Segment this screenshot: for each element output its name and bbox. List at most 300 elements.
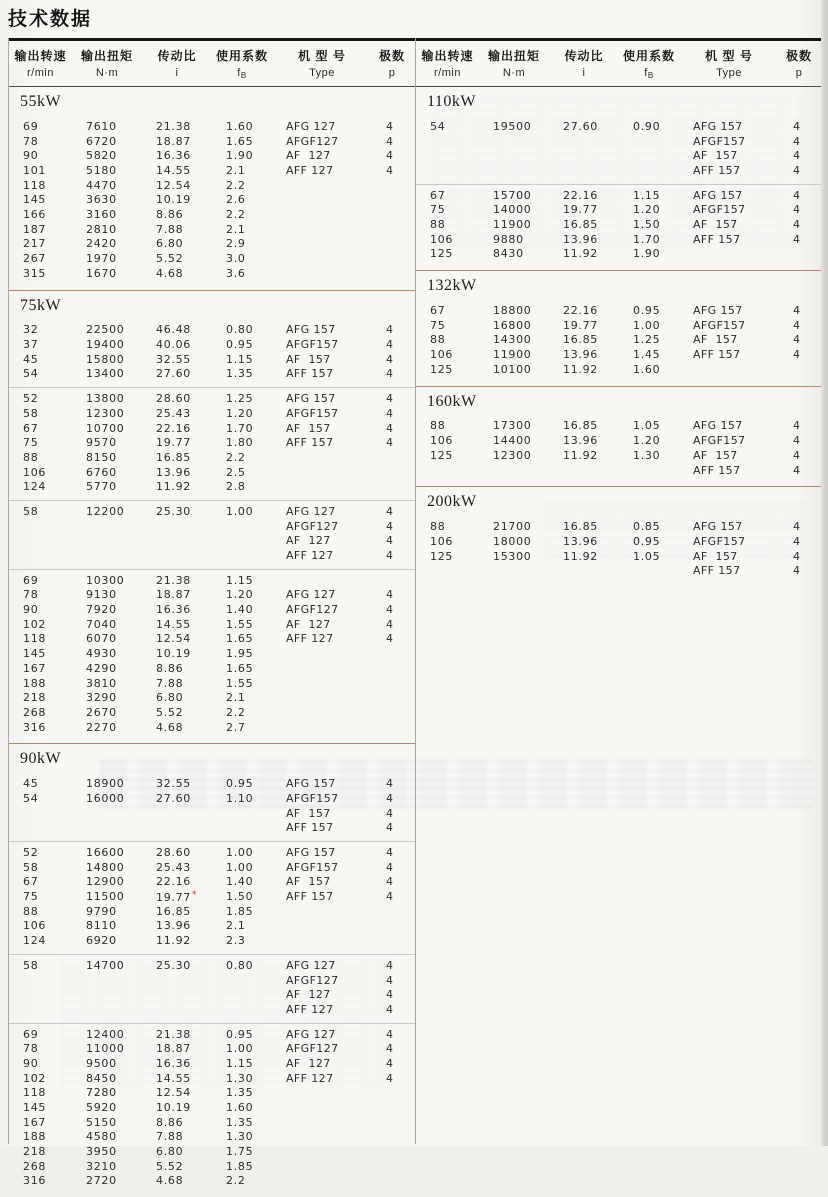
- cell-ratio: 21.38: [156, 1027, 191, 1041]
- table-row: [9, 720, 416, 735]
- cell-output-torque: 10300: [86, 573, 125, 587]
- power-section-132kW: [416, 270, 821, 385]
- power-section-55kW: [9, 87, 416, 290]
- header-unit-row: [416, 67, 821, 80]
- cell-type: AFF 157: [693, 348, 741, 362]
- cell-poles: 4: [793, 564, 801, 578]
- cell-type: AFGF157: [693, 203, 746, 217]
- cell-type: AF 127: [286, 617, 331, 631]
- spec-table-left: [8, 38, 416, 1188]
- cell-output-speed: 217: [23, 237, 47, 251]
- cell-poles: 4: [386, 149, 394, 163]
- table-row: [416, 163, 821, 178]
- cell-ratio: 19.77: [563, 318, 598, 332]
- column-unit: r/min: [27, 67, 54, 79]
- cell-service-factor: 1.00: [226, 860, 254, 874]
- cell-service-factor: 1.50: [226, 890, 254, 904]
- cell-service-factor: 1.20: [633, 203, 661, 217]
- cell-poles: 4: [793, 232, 801, 246]
- cell-output-torque: 6760: [86, 465, 117, 479]
- cell-service-factor: 1.70: [633, 232, 661, 246]
- cell-type: AF 127: [286, 149, 331, 163]
- cell-output-speed: 167: [23, 1115, 47, 1129]
- cell-service-factor: 1.60: [226, 1101, 254, 1115]
- cell-poles: 4: [386, 632, 394, 646]
- table-row: [9, 617, 416, 632]
- cell-output-speed: 78: [23, 588, 39, 602]
- rating-block: [9, 773, 416, 841]
- table-row: [9, 806, 416, 821]
- table-row: [416, 303, 821, 318]
- cell-output-torque: 15800: [86, 352, 125, 366]
- power-rating-label: 90kW: [20, 750, 62, 768]
- table-row: [9, 1159, 416, 1174]
- cell-output-torque: 2810: [86, 222, 117, 236]
- cell-ratio: 10.19: [156, 1101, 191, 1115]
- table-row: [9, 776, 416, 791]
- rating-block: [416, 300, 821, 382]
- table-row: [9, 406, 416, 421]
- column-unit: Type: [309, 67, 335, 79]
- cell-service-factor: 0.95: [226, 1027, 254, 1041]
- table-row: [9, 479, 416, 494]
- cell-output-torque: 6720: [86, 134, 117, 148]
- cell-output-speed: 58: [23, 406, 39, 420]
- table-row: [9, 323, 416, 338]
- cell-poles: 4: [793, 149, 801, 163]
- cell-poles: 4: [386, 1027, 394, 1041]
- table-row: [9, 646, 416, 661]
- cell-ratio: 18.87: [156, 134, 191, 148]
- cell-type: AFF 157: [693, 232, 741, 246]
- table-row: [9, 1002, 416, 1017]
- cell-ratio: 12.54: [156, 632, 191, 646]
- cell-output-torque: 4580: [86, 1130, 117, 1144]
- cell-type: AFG 157: [693, 119, 743, 133]
- cell-poles: 4: [386, 549, 394, 563]
- cell-service-factor: 1.85: [226, 904, 254, 918]
- cell-output-torque: 9570: [86, 436, 117, 450]
- cell-output-torque: 5180: [86, 163, 117, 177]
- table-row: [9, 1027, 416, 1042]
- cell-output-speed: 101: [23, 163, 47, 177]
- table-row: [9, 148, 416, 163]
- cell-service-factor: 1.60: [633, 362, 661, 376]
- cell-poles: 4: [386, 436, 394, 450]
- cell-output-speed: 75: [23, 436, 39, 450]
- cell-ratio: 10.19: [156, 647, 191, 661]
- cell-output-torque: 3210: [86, 1159, 117, 1173]
- cell-service-factor: 0.85: [633, 520, 661, 534]
- cell-poles: 4: [386, 973, 394, 987]
- cell-service-factor: 1.40: [226, 603, 254, 617]
- page-title: 技术数据: [8, 9, 93, 30]
- table-row: [416, 119, 821, 134]
- cell-ratio: 25.30: [156, 958, 191, 972]
- power-section-160kW: [416, 386, 821, 487]
- footnote-marker: *: [192, 889, 198, 900]
- column-label: 输出扭矩: [80, 49, 133, 63]
- cell-ratio: 28.60: [156, 846, 191, 860]
- cell-poles: 4: [386, 519, 394, 533]
- cell-poles: 4: [386, 603, 394, 617]
- table-row: [9, 987, 416, 1002]
- cell-ratio: 32.55: [156, 777, 191, 791]
- table-row: [9, 919, 416, 934]
- cell-ratio: 25.43: [156, 860, 191, 874]
- rating-block: [9, 841, 416, 954]
- column-unit: i: [175, 67, 179, 79]
- cell-type: AFF 127: [286, 1071, 334, 1085]
- cell-type: AFG 127: [286, 1027, 336, 1041]
- cell-type: AFF 157: [693, 463, 741, 477]
- cell-ratio: 16.85: [156, 904, 191, 918]
- cell-ratio: 18.87: [156, 588, 191, 602]
- table-row: [9, 548, 416, 563]
- cell-service-factor: 1.15: [226, 352, 254, 366]
- table-row: [9, 602, 416, 617]
- table-row: [9, 860, 416, 875]
- cell-ratio: 10.19: [156, 193, 191, 207]
- table-row: [9, 504, 416, 519]
- cell-type: AFGF157: [286, 338, 339, 352]
- table-row: [9, 534, 416, 549]
- column-unit: p: [388, 67, 396, 79]
- cell-poles: 4: [793, 520, 801, 534]
- cell-output-speed: 106: [23, 465, 47, 479]
- cell-ratio: 12.54: [156, 178, 191, 192]
- table-row: [9, 391, 416, 406]
- column-label: 使用系数: [215, 49, 268, 63]
- table-row: [416, 347, 821, 362]
- cell-output-torque: 2720: [86, 1174, 117, 1188]
- cell-type: AFF 127: [286, 1002, 334, 1016]
- cell-output-torque: 8430: [493, 247, 524, 261]
- cell-output-speed: 188: [23, 676, 47, 690]
- cell-type: AF 127: [286, 988, 331, 1002]
- cell-ratio: 14.55: [156, 1071, 191, 1085]
- cell-output-speed: 54: [23, 791, 39, 805]
- table-row: [416, 549, 821, 564]
- table-row: [416, 202, 821, 217]
- power-rating-label: 75kW: [20, 296, 62, 314]
- rating-block: [416, 184, 821, 267]
- column-unit: p: [795, 67, 803, 79]
- cell-type: AFGF157: [693, 434, 746, 448]
- cell-output-speed: 106: [430, 534, 454, 548]
- cell-output-speed: 88: [430, 217, 446, 231]
- column-label: 输出扭矩: [487, 49, 540, 63]
- cell-output-speed: 124: [23, 480, 47, 494]
- power-section-90kW: [9, 743, 416, 1197]
- cell-output-speed: 145: [23, 647, 47, 661]
- cell-output-torque: 18800: [493, 304, 532, 318]
- cell-service-factor: 1.20: [226, 588, 254, 602]
- cell-service-factor: 0.80: [226, 958, 254, 972]
- header-unit-row: [9, 67, 416, 80]
- cell-output-torque: 5920: [86, 1101, 117, 1115]
- column-unit: $f_B$: [237, 67, 247, 80]
- table-row: [9, 1041, 416, 1056]
- table-row: [9, 266, 416, 281]
- cell-output-speed: 268: [23, 1159, 47, 1173]
- cell-service-factor: 0.90: [633, 119, 661, 133]
- cell-ratio: 13.96: [156, 465, 191, 479]
- cell-type: AFF 157: [286, 890, 334, 904]
- cell-service-factor: 1.55: [226, 617, 254, 631]
- rating-block: [9, 500, 416, 569]
- cell-output-speed: 102: [23, 617, 47, 631]
- cell-output-speed: 88: [430, 333, 446, 347]
- cell-service-factor: 2.1: [226, 163, 246, 177]
- cell-poles: 4: [386, 392, 394, 406]
- column-unit: i: [582, 67, 586, 79]
- cell-ratio: 12.54: [156, 1086, 191, 1100]
- cell-output-speed: 88: [23, 450, 39, 464]
- cell-output-torque: 6920: [86, 934, 117, 948]
- cell-type: AF 157: [286, 352, 331, 366]
- cell-service-factor: 1.35: [226, 367, 254, 381]
- cell-ratio: 25.43: [156, 406, 191, 420]
- cell-ratio: 11.92: [156, 480, 191, 494]
- cell-type: AFG 127: [286, 588, 336, 602]
- table-row: [9, 821, 416, 836]
- cell-service-factor: 1.05: [633, 419, 661, 433]
- cell-ratio: 16.36: [156, 1056, 191, 1070]
- cell-poles: 4: [386, 988, 394, 1002]
- cell-output-speed: 218: [23, 1145, 47, 1159]
- cell-ratio: 7.88: [156, 1130, 184, 1144]
- column-unit: r/min: [434, 67, 461, 79]
- cell-type: AFGF157: [286, 860, 339, 874]
- cell-ratio: 22.16: [156, 875, 191, 889]
- table-row: [416, 419, 821, 434]
- column-unit: Type: [716, 67, 742, 79]
- cell-output-torque: 5770: [86, 480, 117, 494]
- cell-ratio: 21.38: [156, 573, 191, 587]
- cell-ratio: 4.68: [156, 266, 184, 280]
- table-row: [9, 1100, 416, 1115]
- cell-poles: 4: [386, 821, 394, 835]
- cell-service-factor: 0.95: [633, 534, 661, 548]
- spec-table-right: [415, 38, 822, 1144]
- column-label: 极数: [785, 49, 812, 63]
- cell-output-torque: 10700: [86, 421, 125, 435]
- cell-poles: 4: [386, 588, 394, 602]
- column-label: 输出转速: [14, 49, 67, 63]
- cell-ratio: 19.77: [563, 203, 598, 217]
- cell-poles: 4: [793, 318, 801, 332]
- cell-service-factor: 2.3: [226, 934, 246, 948]
- cell-ratio: 6.80: [156, 691, 184, 705]
- cell-service-factor: 1.15: [633, 188, 661, 202]
- cell-output-speed: 267: [23, 252, 47, 266]
- cell-poles: 4: [793, 333, 801, 347]
- table-row: [9, 588, 416, 603]
- cell-poles: 4: [793, 119, 801, 133]
- cell-output-speed: 54: [23, 367, 39, 381]
- cell-service-factor: 1.40: [226, 875, 254, 889]
- cell-ratio: 19.77: [156, 436, 191, 450]
- cell-output-speed: 58: [23, 504, 39, 518]
- cell-output-torque: 3160: [86, 207, 117, 221]
- column-unit: N·m: [95, 67, 119, 79]
- cell-ratio: 14.55: [156, 617, 191, 631]
- table-row: [9, 573, 416, 588]
- cell-service-factor: 2.2: [226, 450, 246, 464]
- column-label: 使用系数: [622, 49, 675, 63]
- cell-type: AFGF127: [286, 973, 339, 987]
- cell-output-torque: 12300: [493, 448, 532, 462]
- cell-service-factor: 0.95: [226, 338, 254, 352]
- cell-output-speed: 69: [23, 1027, 39, 1041]
- cell-type: AFG 157: [286, 846, 336, 860]
- cell-poles: 4: [793, 434, 801, 448]
- cell-output-torque: 21700: [493, 520, 532, 534]
- cell-poles: 4: [793, 163, 801, 177]
- cell-service-factor: 1.70: [226, 421, 254, 435]
- rating-block: [9, 954, 416, 1023]
- table-row: [9, 1130, 416, 1145]
- cell-output-torque: 6070: [86, 632, 117, 646]
- table-row: [416, 148, 821, 163]
- cell-output-speed: 106: [430, 348, 454, 362]
- cell-service-factor: 2.8: [226, 480, 246, 494]
- table-row: [9, 237, 416, 252]
- cell-output-torque: 14700: [86, 958, 125, 972]
- power-rating-label: 132kW: [427, 277, 477, 295]
- cell-service-factor: 1.20: [226, 406, 254, 420]
- cell-ratio: 16.85: [563, 520, 598, 534]
- cell-output-torque: 7280: [86, 1086, 117, 1100]
- table-header: [9, 38, 416, 87]
- cell-type: AFF 157: [286, 436, 334, 450]
- cell-service-factor: 0.80: [226, 323, 254, 337]
- cell-type: AFF 157: [286, 367, 334, 381]
- cell-type: AFGF127: [286, 519, 339, 533]
- cell-ratio: 19.77*: [156, 889, 198, 904]
- cell-ratio: 40.06: [156, 338, 191, 352]
- rating-block: [416, 116, 821, 184]
- cell-output-torque: 12400: [86, 1027, 125, 1041]
- cell-ratio: 21.38: [156, 119, 191, 133]
- cell-output-speed: 32: [23, 323, 39, 337]
- cell-service-factor: 1.85: [226, 1159, 254, 1173]
- cell-ratio: 8.86: [156, 1115, 184, 1129]
- cell-poles: 4: [386, 1002, 394, 1016]
- cell-service-factor: 1.30: [226, 1130, 254, 1144]
- cell-type: AFG 127: [286, 958, 336, 972]
- cell-output-torque: 13800: [86, 392, 125, 406]
- cell-type: AFG 127: [286, 119, 336, 133]
- cell-poles: 4: [793, 534, 801, 548]
- table-row: [416, 563, 821, 578]
- cell-service-factor: 2.9: [226, 237, 246, 251]
- cell-service-factor: 1.10: [226, 791, 254, 805]
- cell-output-speed: 118: [23, 632, 47, 646]
- cell-poles: 4: [793, 134, 801, 148]
- cell-type: AFG 127: [286, 504, 336, 518]
- cell-output-torque: 19400: [86, 338, 125, 352]
- cell-service-factor: 1.25: [226, 392, 254, 406]
- rating-block: [9, 387, 416, 500]
- power-rating-label: 110kW: [427, 93, 477, 110]
- cell-service-factor: 1.75: [226, 1145, 254, 1159]
- cell-type: AF 157: [693, 448, 738, 462]
- cell-output-speed: 106: [430, 232, 454, 246]
- cell-output-torque: 5150: [86, 1115, 117, 1129]
- cell-output-speed: 78: [23, 1042, 39, 1056]
- cell-type: AFG 157: [286, 392, 336, 406]
- cell-type: AF 157: [693, 549, 738, 563]
- cell-output-speed: 102: [23, 1071, 47, 1085]
- cell-ratio: 16.85: [156, 450, 191, 464]
- cell-output-speed: 54: [430, 119, 446, 133]
- cell-poles: 4: [386, 119, 394, 133]
- cell-ratio: 4.68: [156, 1174, 184, 1188]
- column-unit: N·m: [502, 67, 526, 79]
- cell-output-speed: 218: [23, 691, 47, 705]
- cell-output-speed: 90: [23, 1056, 39, 1070]
- cell-output-speed: 88: [23, 904, 39, 918]
- cell-output-torque: 9130: [86, 588, 117, 602]
- cell-output-torque: 9880: [493, 232, 524, 246]
- table-row: [9, 207, 416, 222]
- cell-output-speed: 118: [23, 1086, 47, 1100]
- cell-ratio: 25.30: [156, 504, 191, 518]
- cell-output-speed: 118: [23, 178, 47, 192]
- cell-output-torque: 12200: [86, 504, 125, 518]
- table-row: [9, 450, 416, 465]
- cell-service-factor: 3.0: [226, 252, 246, 266]
- cell-output-torque: 18000: [493, 534, 532, 548]
- table-row: [416, 362, 821, 377]
- cell-poles: 4: [386, 338, 394, 352]
- cell-ratio: 7.88: [156, 676, 184, 690]
- cell-output-torque: 16600: [86, 846, 125, 860]
- table-row: [416, 448, 821, 463]
- cell-type: AF 157: [693, 217, 738, 231]
- cell-service-factor: 1.35: [226, 1086, 254, 1100]
- table-row: [416, 134, 821, 149]
- cell-output-speed: 67: [23, 421, 39, 435]
- cell-output-torque: 3290: [86, 691, 117, 705]
- cell-output-speed: 67: [430, 188, 446, 202]
- cell-ratio: 16.85: [563, 217, 598, 231]
- cell-service-factor: 1.45: [633, 348, 661, 362]
- table-row: [9, 134, 416, 149]
- cell-poles: 4: [386, 134, 394, 148]
- cell-output-torque: 11900: [493, 217, 532, 231]
- table-row: [416, 232, 821, 247]
- cell-output-speed: 75: [430, 203, 446, 217]
- cell-type: AFF 127: [286, 163, 334, 177]
- column-label: 传动比: [157, 49, 197, 63]
- table-row: [416, 318, 821, 333]
- cell-type: AF 157: [286, 875, 331, 889]
- table-row: [9, 889, 416, 904]
- cell-poles: 4: [386, 890, 394, 904]
- table-row: [9, 251, 416, 266]
- cell-service-factor: 2.1: [226, 691, 246, 705]
- rating-block: [9, 116, 416, 287]
- unit-subscript: B: [240, 71, 247, 80]
- table-row: [9, 465, 416, 480]
- cell-type: AFF 157: [693, 564, 741, 578]
- cell-service-factor: 2.6: [226, 193, 246, 207]
- cell-output-torque: 16800: [493, 318, 532, 332]
- cell-service-factor: 1.15: [226, 1056, 254, 1070]
